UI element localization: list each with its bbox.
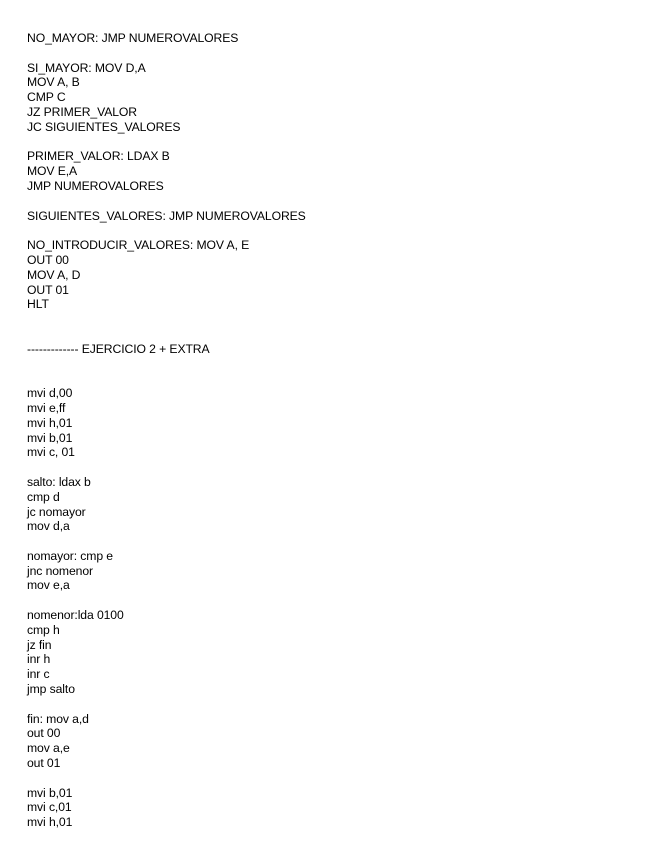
code-line: ------------- EJERCICIO 2 + EXTRA	[27, 341, 210, 356]
blank-line	[27, 223, 637, 238]
code-line: jmp salto	[27, 682, 75, 697]
code-line: mvi c, 01	[27, 445, 75, 460]
code-line: mvi c,01	[27, 800, 72, 815]
code-line: out 01	[27, 756, 61, 771]
code-line: fin: mov a,d	[27, 711, 89, 726]
code-line: SIGUIENTES_VALORES: JMP NUMEROVALORES	[27, 208, 306, 223]
code-line: MOV E,A	[27, 164, 78, 179]
blank-line	[27, 135, 637, 150]
blank-line	[27, 593, 637, 608]
blank-line	[27, 771, 637, 786]
code-line: mvi b,01	[27, 430, 73, 445]
code-line: salto: ldax b	[27, 474, 91, 489]
code-line: nomayor: cmp e	[27, 548, 113, 563]
blank-line	[27, 460, 637, 475]
code-line: HLT	[27, 297, 49, 312]
code-line: mvi h,01	[27, 815, 73, 830]
code-line: jz fin	[27, 637, 52, 652]
blank-line	[27, 327, 637, 342]
code-line: OUT 00	[27, 252, 69, 267]
code-line: PRIMER_VALOR: LDAX B	[27, 149, 170, 164]
code-listing	[27, 31, 637, 830]
code-line: jc nomayor	[27, 504, 86, 519]
code-line: MOV A, D	[27, 267, 81, 282]
code-line: SI_MAYOR: MOV D,A	[27, 60, 146, 75]
code-line: cmp h	[27, 622, 60, 637]
code-line: NO_INTRODUCIR_VALORES: MOV A, E	[27, 238, 250, 253]
code-line: inr h	[27, 652, 51, 667]
code-line: mov a,e	[27, 741, 70, 756]
code-line: mvi b,01	[27, 785, 73, 800]
code-line: out 00	[27, 726, 61, 741]
code-line: CMP C	[27, 90, 66, 105]
code-line: NO_MAYOR: JMP NUMEROVALORES	[27, 31, 239, 45]
code-line: MOV A, B	[27, 75, 80, 90]
blank-line	[27, 357, 637, 372]
code-line: mov d,a	[27, 519, 70, 534]
code-line: JZ PRIMER_VALOR	[27, 104, 138, 119]
code-line: mov e,a	[27, 578, 70, 593]
code-line: mvi h,01	[27, 415, 73, 430]
code-line: OUT 01	[27, 282, 69, 297]
code-line: jnc nomenor	[27, 563, 93, 578]
code-line: cmp d	[27, 489, 60, 504]
code-line: mvi d,00	[27, 386, 73, 401]
blank-line	[27, 534, 637, 549]
code-line: JC SIGUIENTES_VALORES	[27, 119, 181, 134]
code-line: mvi e,ff	[27, 400, 66, 415]
blank-line	[27, 371, 637, 386]
blank-line	[27, 312, 637, 327]
code-line: JMP NUMEROVALORES	[27, 178, 164, 193]
blank-line	[27, 697, 637, 712]
blank-line	[27, 46, 637, 61]
code-line: inr c	[27, 667, 50, 682]
blank-line	[27, 194, 637, 209]
code-line: nomenor:lda 0100	[27, 608, 124, 623]
